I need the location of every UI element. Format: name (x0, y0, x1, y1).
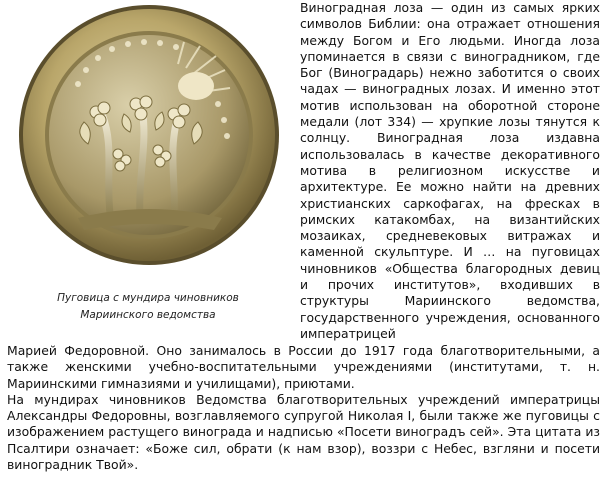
caption-line-2: Мариинского ведомства (80, 309, 216, 321)
article-column-right (300, 0, 600, 342)
paragraph-2: На мундирах чиновников Ведомства благотворительных учреждений императрицы Александры Федоровны, возглавляемого супругой Николая I, были также же пуговицы с изображением растущего винограда и надписью «Посети виноградъ сей». Эта цитата из Псалтири означает: «Боже сил, обрати (к нам взор), воззри с Небес, взгляни и посети виноградник Твой». (7, 391, 600, 473)
article-full-width (7, 343, 600, 473)
figure (8, 4, 288, 321)
paragraph-1-continued: Марией Федоровной. Оно занималось в России до 1917 года благотворительными, а также женскими учебно-воспитательными учреждениями (институтами, т. н. Мариинскими гимназиями и училищами), приютами. (7, 343, 600, 391)
paragraph-1: Виноградная лоза — один из самых ярких символов Библии: она отражает отношения между Богом и Его людьми. Иногда лоза упоминается в связи с виноградником, где Бог (Виноградарь) нежно заботится о своих чадах — виноградных лозах. И именно этот мотив использован на оборотной стороне медали (лот 334) — хрупкие лозы тянутся к солнцу. Виноградная лоза издавна использовалась в качестве декоративного мотива в религиозном искусстве и архитектуре. Ее можно найти на древних христианских саркофагах, на фресках в римских катакомбах, на византийских мозаиках, средневековых витражах и каменной скульптуре. И … на пуговицах чиновников «Общества благородных девиц и прочих институтов», входивших в структуры Мариинского ведомства, государственного учреждения, основанного императрицей (300, 0, 600, 341)
vine-button-medallion-icon (18, 4, 280, 266)
figure-caption (8, 290, 288, 324)
caption-line-1: Пуговица с мундира чиновников (57, 292, 239, 304)
